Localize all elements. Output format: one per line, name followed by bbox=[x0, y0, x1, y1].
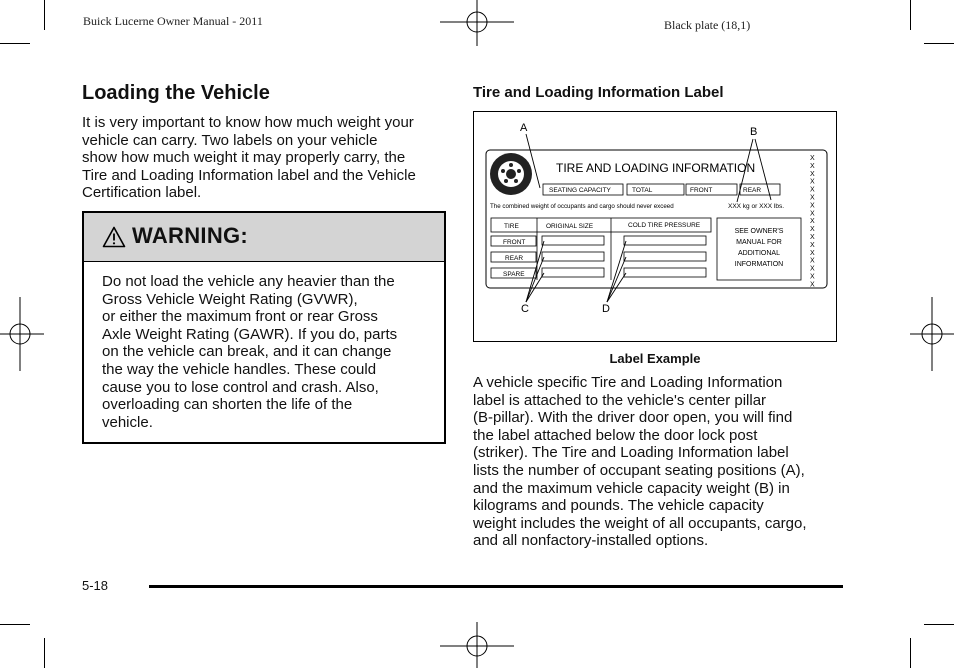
see-manual-line-2: MANUAL FOR bbox=[736, 239, 782, 246]
x-mark: X bbox=[810, 170, 815, 178]
x-mark: X bbox=[810, 234, 815, 241]
tire-column-label: TIRE bbox=[504, 223, 519, 230]
crop-mark bbox=[44, 0, 45, 30]
crop-mark bbox=[0, 43, 30, 44]
callout-b: B bbox=[750, 126, 758, 138]
crop-mark bbox=[910, 638, 911, 668]
x-mark: X bbox=[810, 202, 815, 210]
row-rear-label: REAR bbox=[505, 255, 524, 262]
combined-weight-text: The combined weight of occupants and cargo should never exceed bbox=[490, 203, 674, 210]
x-mark: X bbox=[810, 241, 815, 249]
see-manual-line-3: ADDITIONAL bbox=[737, 250, 781, 257]
x-column bbox=[810, 155, 815, 288]
tire-label-illustration bbox=[474, 112, 835, 340]
callout-a: A bbox=[520, 122, 528, 134]
tire-icon bbox=[490, 153, 532, 195]
manual-title: Buick Lucerne Owner Manual - 2011 bbox=[83, 14, 263, 28]
seating-capacity-label: SEATING CAPACITY bbox=[549, 187, 611, 194]
registration-mark-top bbox=[440, 0, 514, 46]
crop-mark bbox=[44, 638, 45, 668]
x-mark: X bbox=[810, 162, 815, 170]
x-mark: X bbox=[810, 194, 815, 202]
x-mark: X bbox=[810, 257, 815, 265]
warning-title: WARNING: bbox=[132, 223, 249, 248]
x-mark: X bbox=[810, 265, 815, 273]
label-heading: TIRE AND LOADING INFORMATION bbox=[556, 161, 756, 175]
cold-pressure-column-label: COLD TIRE PRESSURE bbox=[628, 222, 701, 229]
warning-text: Do not load the vehicle any heavier than the Gross Vehicle Weight Rating (GVWR), or either the maximum front or rear Gross Axle Weight Rating (GAWR). If you do, parts on the vehicle can break, and it can change the way the vehicle handles. These could cause you to lose control and crash. Also, overloading can shorten the life of the vehicle. bbox=[102, 273, 398, 431]
warning-box bbox=[82, 211, 446, 444]
intro-paragraph: It is very important to know how much weight your vehicle can carry. Two labels on your vehicle show how much weight it may properly carry, the Tire and Loading Information label and the Vehicle Certification label. bbox=[82, 114, 416, 202]
x-mark: X bbox=[810, 218, 815, 226]
registration-mark-right bbox=[910, 297, 954, 371]
x-mark: X bbox=[810, 178, 815, 186]
crop-mark bbox=[0, 624, 30, 625]
front-label: FRONT bbox=[690, 187, 713, 194]
x-mark: X bbox=[810, 281, 815, 289]
crop-mark bbox=[910, 0, 911, 30]
tire-label-figure bbox=[473, 111, 837, 342]
x-mark: X bbox=[810, 210, 815, 218]
x-mark: X bbox=[810, 249, 815, 257]
footer-rule bbox=[149, 585, 843, 588]
original-size-column-label: ORIGINAL SIZE bbox=[546, 223, 594, 230]
crop-mark bbox=[924, 43, 954, 44]
label-description: A vehicle specific Tire and Loading Information label is attached to the vehicle's center pillar (B-pillar). With the driver door open, you will find the label attached below the door lock post (striker). The Tire and Loading Information label lists the number of occupant seating positions (A), and the maximum vehicle capacity weight (B) in kilograms and pounds. The vehicle capacity weight includes the weight of all occupants, cargo, and all nonfactory-installed options. bbox=[473, 374, 807, 550]
row-spare-label: SPARE bbox=[503, 271, 525, 278]
x-mark: X bbox=[810, 155, 815, 162]
label-section-title: Tire and Loading Information Label bbox=[473, 84, 724, 101]
page-number: 5-18 bbox=[82, 578, 109, 593]
section-title: Loading the Vehicle bbox=[82, 82, 270, 104]
x-mark: X bbox=[810, 226, 815, 234]
plate-label: Black plate (18,1) bbox=[664, 18, 751, 32]
weight-limit-text: XXX kg or XXX lbs. bbox=[728, 203, 784, 210]
rear-label: REAR bbox=[743, 187, 762, 194]
x-mark: X bbox=[810, 186, 815, 194]
see-manual-line-1: SEE OWNER'S bbox=[734, 228, 784, 235]
figure-caption: Label Example bbox=[609, 351, 701, 366]
warning-triangle-icon bbox=[102, 226, 126, 248]
registration-mark-left bbox=[0, 297, 44, 371]
warning-header bbox=[84, 213, 444, 262]
registration-mark-bottom bbox=[440, 622, 514, 668]
callout-c: C bbox=[521, 303, 529, 315]
total-label: TOTAL bbox=[632, 187, 653, 194]
callout-d: D bbox=[602, 303, 610, 315]
row-front-label: FRONT bbox=[503, 239, 526, 246]
see-manual-line-4: INFORMATION bbox=[734, 261, 784, 268]
x-mark: X bbox=[810, 273, 815, 281]
crop-mark bbox=[924, 624, 954, 625]
